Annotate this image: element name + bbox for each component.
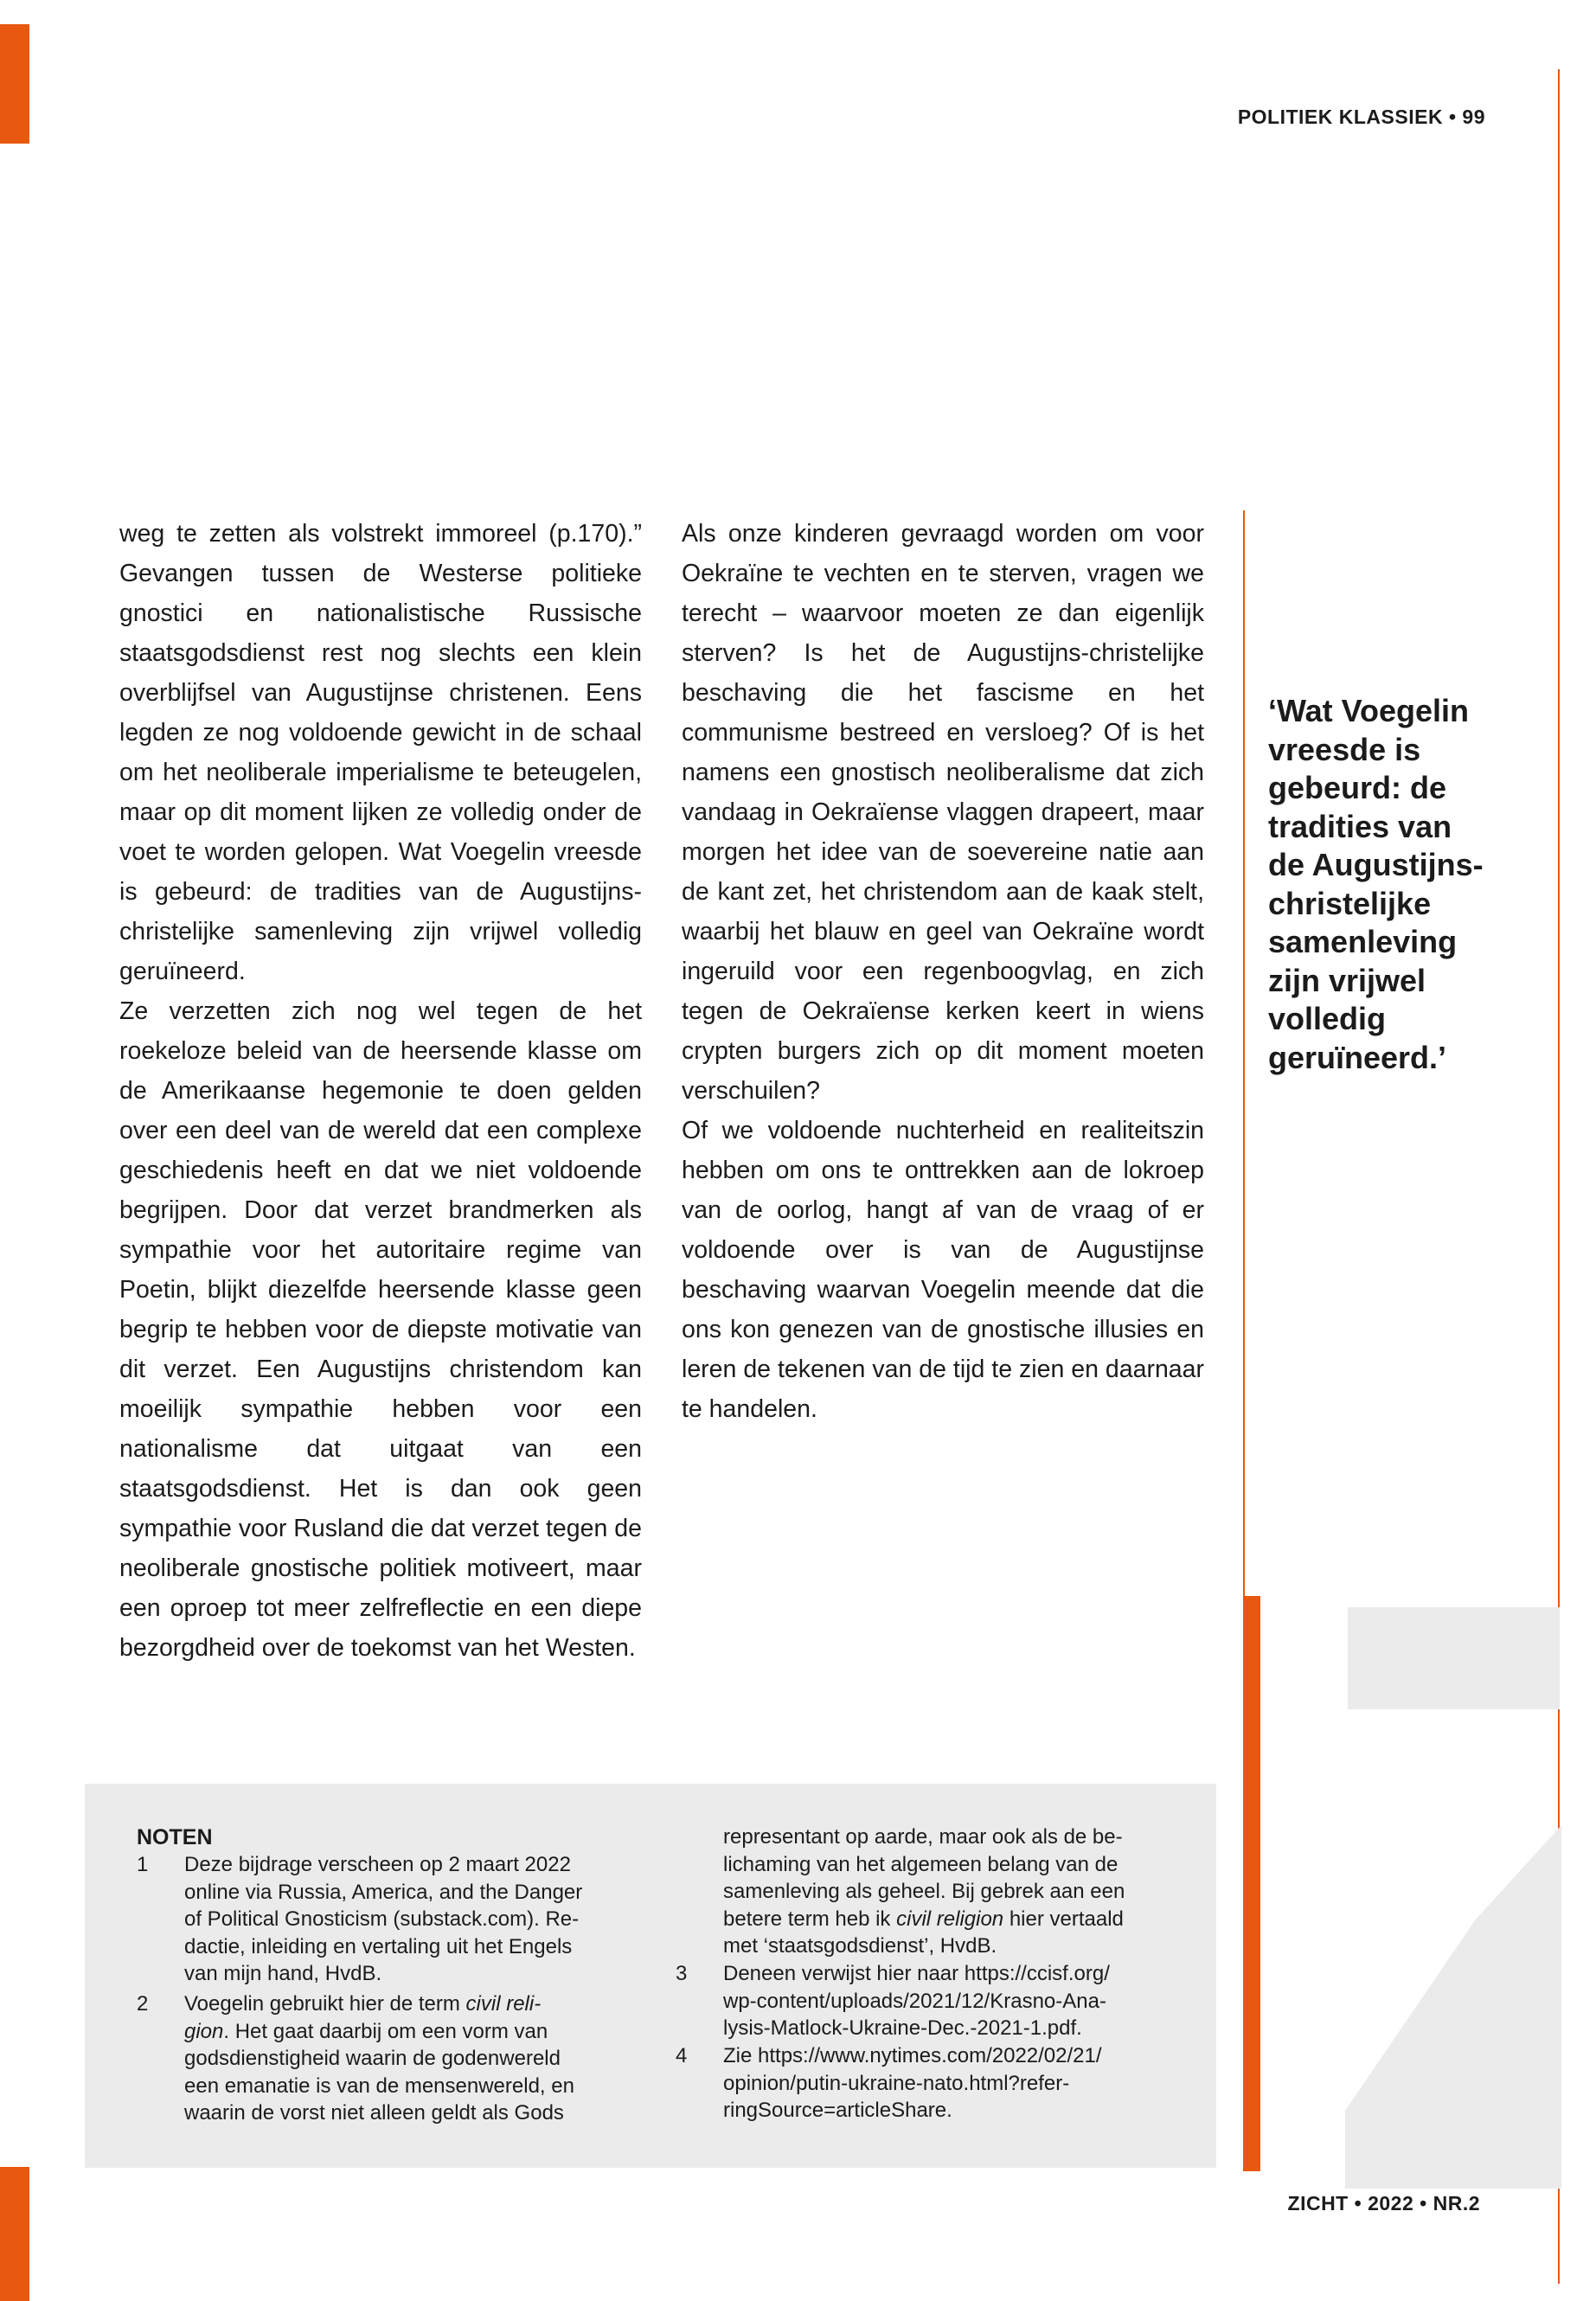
footnote-text — [723, 2042, 1102, 2125]
accent-bar-bottom-left — [0, 2167, 29, 2301]
footnote-line: of Political Gnosticism (substack.com). Re- — [184, 1907, 580, 1931]
issue-number: NR.2 — [1433, 2192, 1480, 2214]
pull-quote-line: geruïneerd.’ — [1268, 1039, 1447, 1075]
decorative-grey-diagonal — [1345, 1825, 1561, 2189]
pull-quote-line: gebeurd: de — [1268, 770, 1447, 805]
running-header — [1238, 106, 1485, 129]
accent-bar-bottom-right — [1243, 1596, 1260, 2171]
footnote-1 — [137, 1851, 630, 1990]
footnote-emphasis: civil reli- — [465, 1992, 542, 2016]
pullquote-divider — [1243, 510, 1245, 1596]
pull-quote-line: vreesde is — [1268, 731, 1421, 767]
paragraph: Als onze kinderen gevraagd worden om voor Oekraïne te vechten en te sterven, vragen we terecht – waarvoor moeten ze dan eigenlijk sterven? Is het de Augustijns-christelijke beschaving die het fascisme en het communisme bestreed en versloeg? Of is het namens een gnostisch neoliberalisme dat zich vandaag in Oekraïense vlaggen drapeert, maar morgen het idee van de soevereine natie aan de kant zet, het christendom aan de kaak stelt, waarbij het blauw en geel van Oekraïne wordt ingeruild voor een regenboogvlag, en zich tegen de Oekraïense kerken keert in wiens crypten burgers zich op dit moment moeten verschuilen? — [682, 520, 1204, 1105]
footnote-text — [184, 1851, 582, 1988]
footnote-text — [723, 1960, 1110, 2042]
footnote-line: dactie, inleiding en vertaling uit het Engels — [184, 1934, 573, 1958]
footnote-line: van mijn hand, HvdB. — [184, 1962, 382, 1985]
footnote-line: Deneen verwijst hier naar https://ccisf.org/ — [723, 1962, 1110, 1985]
pull-quote-line: samenleving — [1268, 924, 1458, 959]
footnote-text — [184, 1990, 574, 2127]
pull-quote — [1268, 692, 1528, 1077]
footnote-emphasis: civil religion — [896, 1907, 1004, 1931]
footnote-3 — [676, 1960, 1160, 2047]
pull-quote-line: de Augustijns- — [1268, 847, 1484, 882]
pull-quote-line: christelijke — [1268, 885, 1432, 921]
section-title: POLITIEK KLASSIEK — [1237, 106, 1444, 128]
magazine-name: ZICHT — [1287, 2192, 1349, 2214]
footer-separator: • — [1354, 2192, 1362, 2214]
footnote-number: 3 — [676, 1962, 688, 1985]
footnote-line: opinion/putin-ukraine-nato.html?refer- — [723, 2071, 1070, 2095]
footnote-fragment: betere term heb ik — [723, 1907, 897, 1931]
footnote-line: met ‘staatsgodsdienst’, HvdB. — [723, 1934, 997, 1958]
footnote-line: ringSource=articleShare. — [723, 2099, 952, 2122]
footnote-number: 2 — [137, 1992, 149, 2016]
accent-bar-top-left — [0, 24, 29, 144]
footnote-emphasis: gion — [184, 2019, 224, 2043]
pull-quote-line: ‘Wat Voegelin — [1268, 693, 1470, 728]
text-column-right — [682, 514, 1204, 1429]
footer-separator: • — [1420, 2192, 1427, 2214]
footnote-line: Zie https://www.nytimes.com/2022/02/21/ — [723, 2044, 1102, 2067]
footnote-fragment: . Het gaat daarbij om een vorm van — [223, 2019, 548, 2043]
footnote-line: online via Russia, America, and the Danger — [184, 1880, 583, 1904]
pull-quote-line: volledig — [1268, 1001, 1387, 1036]
issue-year: 2022 — [1368, 2192, 1414, 2214]
footnote-line: samenleving als geheel. Bij gebrek aan een — [723, 1880, 1125, 1903]
header-separator: • — [1448, 106, 1457, 128]
footnote-line: lichaming van het algemeen belang van de — [723, 1852, 1118, 1876]
footnote-line — [184, 1990, 574, 2018]
pull-quote-line: tradities van — [1268, 808, 1452, 844]
footnote-line — [723, 1906, 1173, 1933]
footnote-line: representant op aarde, maar ook als de be- — [723, 1825, 1123, 1849]
notes-heading: NOTEN — [137, 1825, 213, 1849]
decorative-grey-block — [1348, 1607, 1560, 1709]
footnote-2 — [137, 1990, 630, 2163]
page-number: 99 — [1462, 106, 1485, 128]
footnote-line: lysis-Matlock-Ukraine-Dec.-2021-1.pdf. — [723, 2016, 1082, 2040]
footnote-fragment: Voegelin gebruikt hier de term — [184, 1992, 466, 2016]
footnote-line: wp-content/uploads/2021/12/Krasno-Ana- — [723, 1989, 1106, 2013]
footnote-line: een emanatie is van de mensenwereld, en — [184, 2073, 574, 2098]
footnote-line: waarin de vorst niet alleen geldt als Gods — [184, 2101, 564, 2125]
paragraph: Of we voldoende nuchterheid en realiteitszin hebben om ons te onttrekken aan de lokroep van de oorlog, hangt af van de vraag of er voldoende over is van de Augustijnse beschaving waarvan Voegelin meende dat die ons kon genezen van de gnostische illusies en leren de tekenen van de tijd te zien en daarnaar te handelen. — [682, 1117, 1204, 1423]
running-footer — [1288, 2192, 1480, 2215]
footnote-4 — [676, 2042, 1160, 2129]
paragraph: weg te zetten als volstrekt immoreel (p.170).” Gevangen tussen de Westerse politieke gnostici en nationalistische Russische staatsgodsdienst rest nog slechts een klein overblijfsel van Augustijnse christenen. Eens legden ze nog voldoende gewicht in de schaal om het neoliberale imperialisme te beteugelen, maar op dit moment lijken ze volledig onder de voet te worden gelopen. Wat Voegelin vreesde is gebeurd: de tradities van de Augustijns-christelijke samenleving zijn vrijwel volledig geruïneerd. — [119, 520, 642, 985]
footnote-number: 4 — [676, 2044, 688, 2067]
footnote-line — [184, 2018, 574, 2046]
footnote-line: Deze bijdrage verscheen op 2 maart 2022 — [184, 1853, 571, 1876]
paragraph: Ze verzetten zich nog wel tegen de het roekeloze beleid van de heersende klasse om de Amerikaanse hegemonie te doen gelden over een deel van de wereld dat een complexe geschiedenis heeft en dat we niet voldoende begrijpen. Door dat verzet brandmerken als sympathie voor het autoritaire regime van Poetin, blijkt diezelfde heersende klasse geen begrip te hebben voor de diepste motivatie van dit verzet. Een Augustijns christendom kan moeilijk sympathie hebben voor een nationalisme dat uitgaat van een staatsgodsdienst. Het is dan ook geen sympathie voor Rusland die dat verzet tegen de neoliberale gnostische politiek motiveert, maar een oproep tot meer zelfreflectie en een diepe bezorgdheid over de toekomst van het Westen. — [119, 997, 642, 1662]
footnote-2-continued — [723, 1823, 1173, 1960]
text-column-left — [119, 514, 642, 1668]
footnote-line: godsdienstigheid waarin de godenwereld — [184, 2047, 561, 2070]
footnote-number: 1 — [137, 1853, 149, 1876]
footnote-fragment: hier vertaald — [1003, 1907, 1124, 1931]
pull-quote-line: zijn vrijwel — [1268, 962, 1426, 998]
